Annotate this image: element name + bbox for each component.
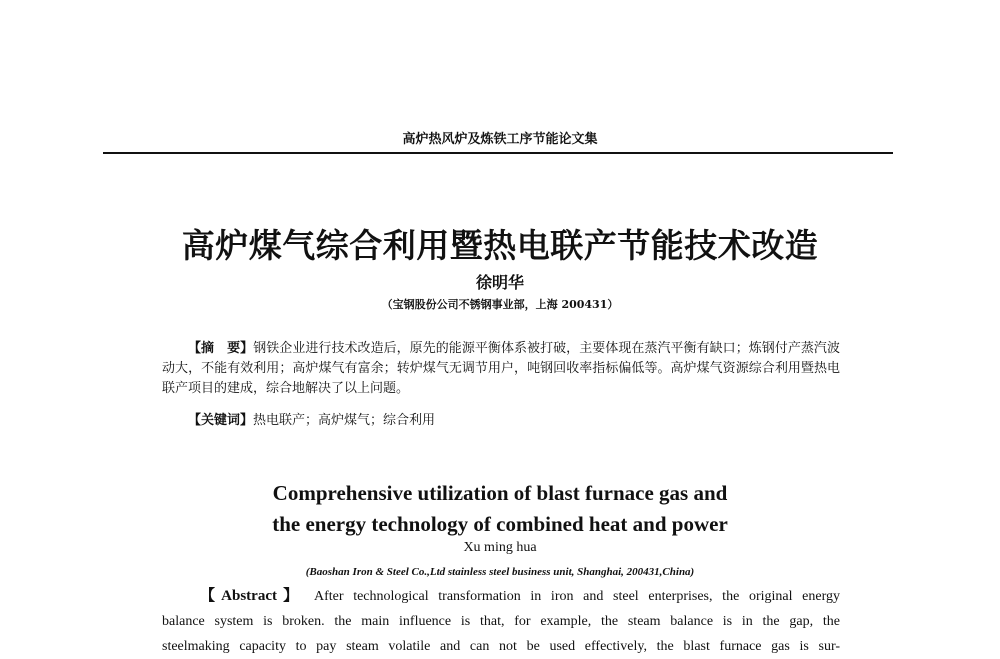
english-author: Xu ming hua [463,540,537,555]
chinese-title: 高炉煤气综合利用暨热电联产节能技术改造 [181,226,819,265]
english-abstract-line-3: steelmaking capacity to pay steam volatile and can not be used effectively, the blast furnace gas is sur- [162,639,840,654]
chinese-affiliation: （宝钢股份公司不锈钢事业部，上海 200431） [381,298,619,311]
chinese-author: 徐明华 [475,273,524,292]
chinese-abstract-text: 钢铁企业进行技术改造后，原先的能源平衡体系被打破，主要体现在蒸汽平衡有缺口；炼钢付产蒸汽波动大，不能有效利用；高炉煤气有富余；转炉煤气无调节用户，吨钢回收率指标偏低等。高炉煤气资源综合利用暨热电联产项目的建成，综合地解决了以上问题。 [162,341,840,396]
chinese-abstract [162,339,840,399]
english-abstract-line-2: balance system is broken. the main influence is that, for example, the steam balance is in the gap, the [162,614,840,629]
header-rule [103,152,893,154]
chinese-keywords-label: 【关键词】 [188,413,254,428]
english-title [0,478,1000,540]
english-affiliation: (Baoshan Iron & Steel Co.,Ltd stainless steel business unit, Shanghai, 200431,China) [305,566,695,578]
chinese-keywords [188,411,435,431]
chinese-abstract-label: 【摘 要】 [188,341,254,356]
running-header: 高炉热风炉及炼铁工序节能论文集 [402,132,598,147]
english-abstract [162,584,840,659]
english-abstract-line-1 [162,584,840,609]
english-title-line-2: the energy technology of combined heat and power [272,512,728,536]
english-abstract-line-1-text: After technological transformation in iron and steel enterprises, the original energy [314,589,840,604]
english-abstract-label: 【Abstract】 [200,588,305,604]
english-title-line-1: Comprehensive utilization of blast furnace gas and [272,481,728,505]
chinese-keywords-text: 热电联产；高炉煤气；综合利用 [253,413,436,428]
